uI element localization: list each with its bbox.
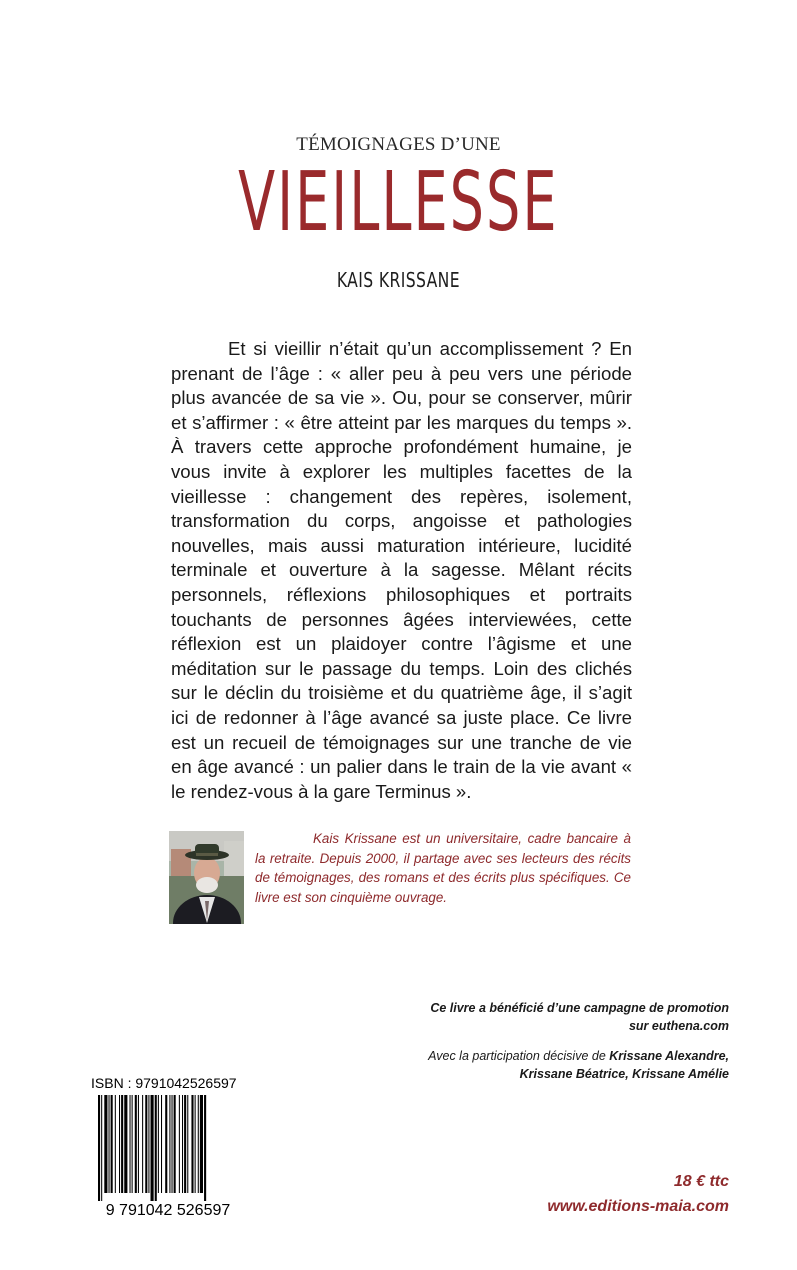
book-supertitle: TÉMOIGNAGES D’UNE bbox=[296, 134, 501, 155]
barcode-bar bbox=[109, 1095, 110, 1193]
barcode-bar bbox=[142, 1095, 143, 1193]
barcode-bar bbox=[121, 1095, 123, 1193]
barcode bbox=[88, 1093, 248, 1219]
barcode-bar bbox=[130, 1095, 131, 1193]
author-bio bbox=[255, 829, 631, 907]
barcode-bar bbox=[104, 1095, 107, 1193]
barcode-bar bbox=[138, 1095, 139, 1193]
barcode-bar bbox=[169, 1095, 170, 1193]
participation-notice bbox=[428, 1047, 729, 1083]
book-title: VIEILLESSE bbox=[238, 155, 559, 250]
promo-line-1: Ce livre a bénéficié d’une campagne de promotion bbox=[430, 1001, 729, 1015]
barcode-bar bbox=[195, 1095, 196, 1193]
barcode-bar bbox=[124, 1095, 127, 1193]
barcode-bar bbox=[198, 1095, 199, 1193]
barcode-bar bbox=[148, 1095, 149, 1193]
barcode-bar bbox=[200, 1095, 203, 1193]
barcode-bars bbox=[98, 1095, 206, 1201]
barcode-bar bbox=[145, 1095, 147, 1193]
barcode-bar bbox=[184, 1095, 186, 1193]
barcode-bar bbox=[151, 1095, 154, 1201]
barcode-bar bbox=[165, 1095, 167, 1193]
publisher-website: www.editions-maia.com bbox=[547, 1198, 729, 1215]
barcode-bar bbox=[187, 1095, 188, 1193]
isbn-label: ISBN : 9791042526597 bbox=[91, 1075, 237, 1091]
participation-names-1: Krissane Alexandre, bbox=[609, 1049, 729, 1063]
bio-text: Kais Krissane est un universitaire, cadre bancaire à la retraite. Depuis 2000, il partage avec ses lecteurs des récits de témoignages, des romans et des écrits plus spécifiques. Ce livre est son cinquième ouvrage. bbox=[255, 831, 631, 905]
participation-names-2: Krissane Béatrice, Krissane Amélie bbox=[519, 1067, 729, 1081]
blurb-text: Et si vieillir n’était qu’un accomplissement ? En prenant de l’âge : « aller peu à peu vers une période plus avancée de sa vie ». Ou, pour se conserver, mûrir et s’affirmer : « être atteint par les marques du temps ». À travers cette approche profondément humaine, je vous invite à explorer les multiples facettes de la vieillesse : changement des repères, isolement, transformation du corps, angoisse et pathologies nouvelles, mais aussi maturation intérieure, lucidité terminale et ouverture à la sagesse. Mêlant récits personnels, réflexions philosophiques et portraits touchants de personnes âgées interviewées, cette réflexion est un plaidoyer contre l’âgisme et une méditation sur le passage du temps. Loin des clichés sur le déclin du troisième et du quatrième âge, il s’agit ici de redonner à l’âge avancé sa juste place. Ce livre est un recueil de témoignages sur une tranche de vie en âge avancé : un palier dans le train de la vie avant « le rendez-vous à la gare Terminus ». bbox=[171, 338, 632, 802]
barcode-bar bbox=[191, 1095, 193, 1193]
barcode-bar bbox=[204, 1095, 206, 1201]
book-author: KAIS KRISSANE bbox=[336, 268, 460, 292]
barcode-bar bbox=[174, 1095, 176, 1193]
barcode-bar bbox=[98, 1095, 100, 1201]
barcode-bar bbox=[119, 1095, 120, 1193]
barcode-bar bbox=[182, 1095, 183, 1193]
barcode-bar bbox=[115, 1095, 116, 1193]
barcode-bar bbox=[158, 1095, 159, 1193]
barcode-bar bbox=[111, 1095, 113, 1193]
barcode-bar bbox=[172, 1095, 173, 1193]
author-photo bbox=[169, 831, 244, 924]
promo-line-2: sur euthena.com bbox=[628, 1019, 729, 1033]
barcode-bar bbox=[161, 1095, 162, 1193]
barcode-bar bbox=[155, 1095, 157, 1201]
price: 18 € ttc bbox=[673, 1173, 729, 1190]
barcode-bar bbox=[101, 1095, 102, 1201]
barcode-digits: 9 791042 526597 bbox=[105, 1202, 231, 1219]
barcode-bar bbox=[132, 1095, 133, 1193]
promo-notice bbox=[430, 999, 729, 1035]
participation-prefix: Avec la participation décisive de bbox=[428, 1049, 610, 1063]
barcode-bar bbox=[179, 1095, 180, 1193]
barcode-bar bbox=[135, 1095, 137, 1193]
back-cover-blurb bbox=[171, 337, 632, 804]
